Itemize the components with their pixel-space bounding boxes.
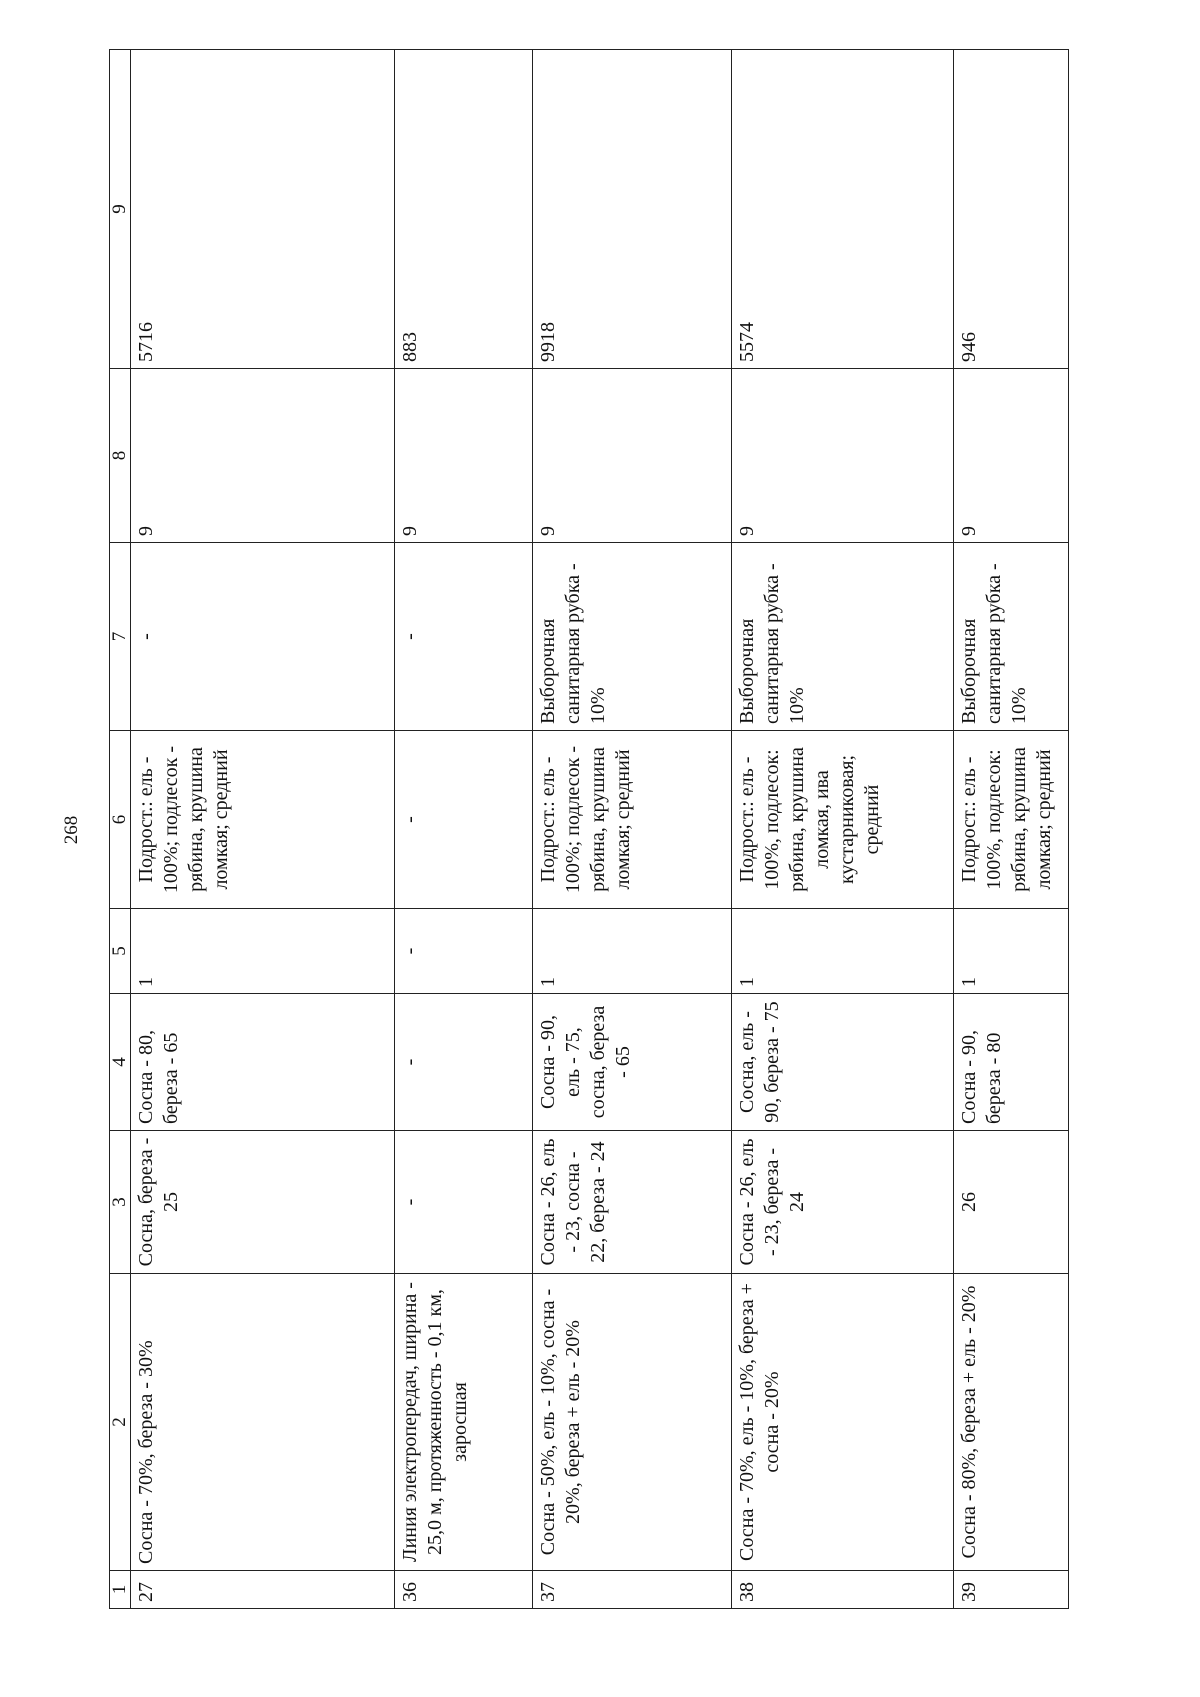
cell-plot-number: 39 xyxy=(954,1571,1069,1609)
header-cell-7: 7 xyxy=(110,543,131,731)
cell-category: 9 xyxy=(395,369,533,543)
cell-plot-number: 27 xyxy=(131,1571,395,1609)
header-cell-6: 6 xyxy=(110,731,131,909)
cell-class: - xyxy=(395,909,533,994)
cell-category: 9 xyxy=(732,369,954,543)
header-cell-3: 3 xyxy=(110,1131,131,1274)
cell-category: 9 xyxy=(533,369,732,543)
cell-measures: Выборочная санитарная рубка - 10% xyxy=(533,543,732,731)
table-row xyxy=(131,50,395,1609)
cell-class: 1 xyxy=(954,909,1069,994)
page-number: 268 xyxy=(61,815,82,845)
cell-plot-number: 36 xyxy=(395,1571,533,1609)
cell-age: Сосна - 80, береза - 65 xyxy=(131,994,395,1131)
cell-height: 26 xyxy=(954,1131,1069,1274)
cell-undergrowth: Подрост.: ель - 100%, подлесок: рябина, крушина ломкая; средний xyxy=(954,731,1069,909)
cell-area: 9918 xyxy=(533,50,732,369)
cell-height: - xyxy=(395,1131,533,1274)
cell-measures: - xyxy=(131,543,395,731)
header-row xyxy=(110,50,131,1609)
cell-composition: Сосна - 70%, береза - 30% xyxy=(131,1274,395,1571)
header-cell-1: 1 xyxy=(110,1571,131,1609)
cell-area: 5716 xyxy=(131,50,395,369)
table-row xyxy=(395,50,533,1609)
rotated-table-frame xyxy=(109,50,1069,1609)
cell-category: 9 xyxy=(131,369,395,543)
cell-area: 946 xyxy=(954,50,1069,369)
header-cell-8: 8 xyxy=(110,369,131,543)
cell-area: 5574 xyxy=(732,50,954,369)
cell-composition: Сосна - 50%, ель - 10%, сосна - 20%, береза + ель - 20% xyxy=(533,1274,732,1571)
cell-height: Сосна, береза - 25 xyxy=(131,1131,395,1274)
cell-height: Сосна - 26, ель - 23, сосна - 22, береза - 24 xyxy=(533,1131,732,1274)
header-cell-2: 2 xyxy=(110,1274,131,1571)
cell-plot-number: 38 xyxy=(732,1571,954,1609)
cell-class: 1 xyxy=(732,909,954,994)
cell-measures: Выборочная санитарная рубка - 10% xyxy=(954,543,1069,731)
cell-plot-number: 37 xyxy=(533,1571,732,1609)
cell-undergrowth: Подрост.: ель - 100%; подлесок - рябина, крушина ломкая; средний xyxy=(131,731,395,909)
cell-height: Сосна - 26, ель - 23, береза - 24 xyxy=(732,1131,954,1274)
cell-age: Сосна, ель - 90, береза - 75 xyxy=(732,994,954,1131)
header-cell-5: 5 xyxy=(110,909,131,994)
header-cell-9: 9 xyxy=(110,50,131,369)
table-row xyxy=(954,50,1069,1609)
cell-age: Сосна - 90, ель - 75, сосна, береза - 65 xyxy=(533,994,732,1131)
cell-measures: - xyxy=(395,543,533,731)
header-cell-4: 4 xyxy=(110,994,131,1131)
cell-class: 1 xyxy=(131,909,395,994)
cell-area: 883 xyxy=(395,50,533,369)
cell-class: 1 xyxy=(533,909,732,994)
cell-measures: Выборочная санитарная рубка - 10% xyxy=(732,543,954,731)
cell-undergrowth: Подрост.: ель - 100%, подлесок: рябина, крушина ломкая, ива кустарниковая; средний xyxy=(732,731,954,909)
forest-inventory-table xyxy=(109,49,1069,1609)
cell-category: 9 xyxy=(954,369,1069,543)
cell-age: - xyxy=(395,994,533,1131)
cell-composition: Линия электропередач, ширина - 25,0 м, протяженность - 0,1 км, заросшая xyxy=(395,1274,533,1571)
cell-age: Сосна - 90, береза - 80 xyxy=(954,994,1069,1131)
cell-undergrowth: - xyxy=(395,731,533,909)
cell-composition: Сосна - 70%, ель - 10%, береза + сосна - 20% xyxy=(732,1274,954,1571)
table-row xyxy=(732,50,954,1609)
table-row xyxy=(533,50,732,1609)
cell-composition: Сосна - 80%, береза + ель - 20% xyxy=(954,1274,1069,1571)
cell-undergrowth: Подрост.: ель - 100%; подлесок - рябина, крушина ломкая; средний xyxy=(533,731,732,909)
